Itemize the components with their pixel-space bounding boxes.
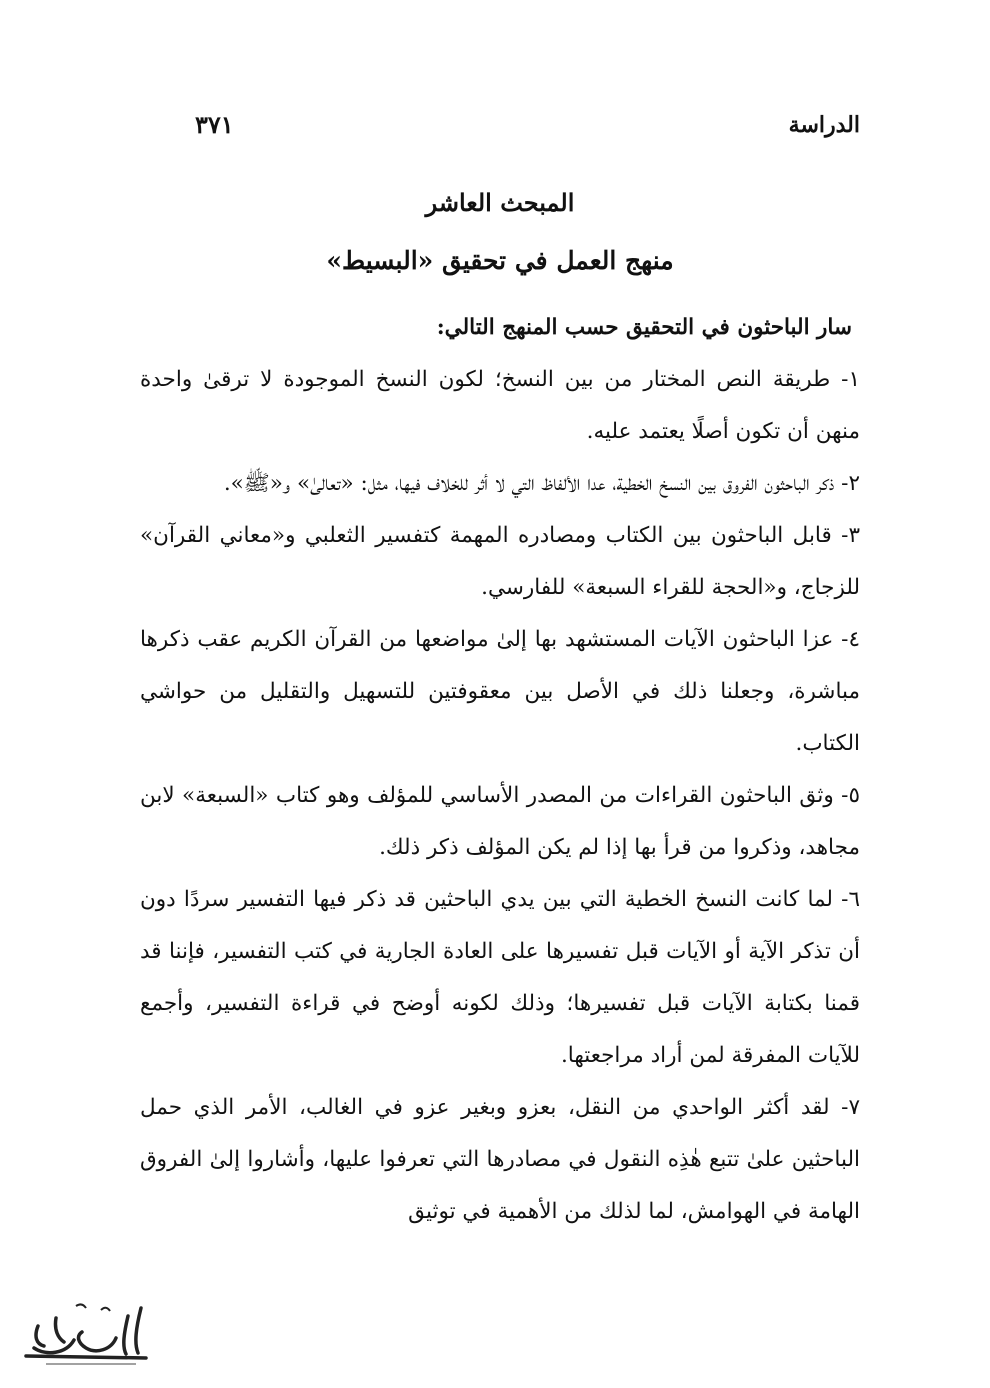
page-number: ٣٧١ [195,110,234,139]
chapter-subtitle: منهج العمل في تحقيق «البسيط» [326,246,674,275]
section-title: الدراسة [788,112,860,138]
list-item: ٦- لما كانت النسخ الخطية التي بين يدي الباحثين قد ذكر فيها التفسير سردًا دون أن تذكر الآية أو الآيات قبل تفسيرها على العادة الجارية في كتب التفسير، فإننا قد قمنا بكتابة الآيات قبل تفسيرها؛ وذلك لكونه أوضح في قراءة التفسير، وأجمع للآيات المفرقة لمن أراد مراجعتها. [140,887,860,1068]
list-item: ٣- قابل الباحثون بين الكتاب ومصادره المهمة كتفسير الثعلبي و«معاني القرآن» للزجاج، و«الحجة للقراء السبعة» للفارسي. [140,523,860,600]
body-text [140,302,860,1238]
list-item: ٧- لقد أكثر الواحدي من النقل، بعزو وبغير عزو في الغالب، الأمر الذي حمل الباحثين علىٰ تتبع هٰذِه النقول في مصادرها التي تعرفوا عليها، وأشاروا إلىٰ الفروق الهامة في الهوامش، لما لذلك من الأهمية في توثيق [140,1095,860,1224]
list-item: ١- طريقة النص المختار من بين النسخ؛ لكون النسخ الموجودة لا ترقىٰ واحدة منهن أن تكون أصلًا يعتمد عليه. [140,367,860,444]
list-item: ٤- عزا الباحثون الآيات المستشهد بها إلىٰ مواضعها من القرآن الكريم عقب ذكرها مباشرة، وجعلنا ذلك في الأصل بين معقوفتين للتسهيل والتقليل من حواشي الكتاب. [140,627,860,756]
chapter-title: المبحث العاشر [425,188,575,217]
list-item: ٥- وثق الباحثون القراءات من المصدر الأساسي للمؤلف وهو كتاب «السبعة» لابن مجاهد، وذكروا من قرأ بها إذا لم يكن المؤلف ذكر ذلك. [140,783,860,860]
running-header [140,108,860,148]
list-item: ٢- ذكر الباحثون الفروق بين النسخ الخطية، عدا الألفاظ التي لا أثر للخلاف فيها، مثل: «تعالىٰ» و«ﷺ». [223,471,860,496]
watermark-logo [16,1298,156,1368]
calligraphy-logo-icon [16,1298,156,1368]
intro-paragraph: سار الباحثون في التحقيق حسب المنهج التالي: [436,315,852,340]
